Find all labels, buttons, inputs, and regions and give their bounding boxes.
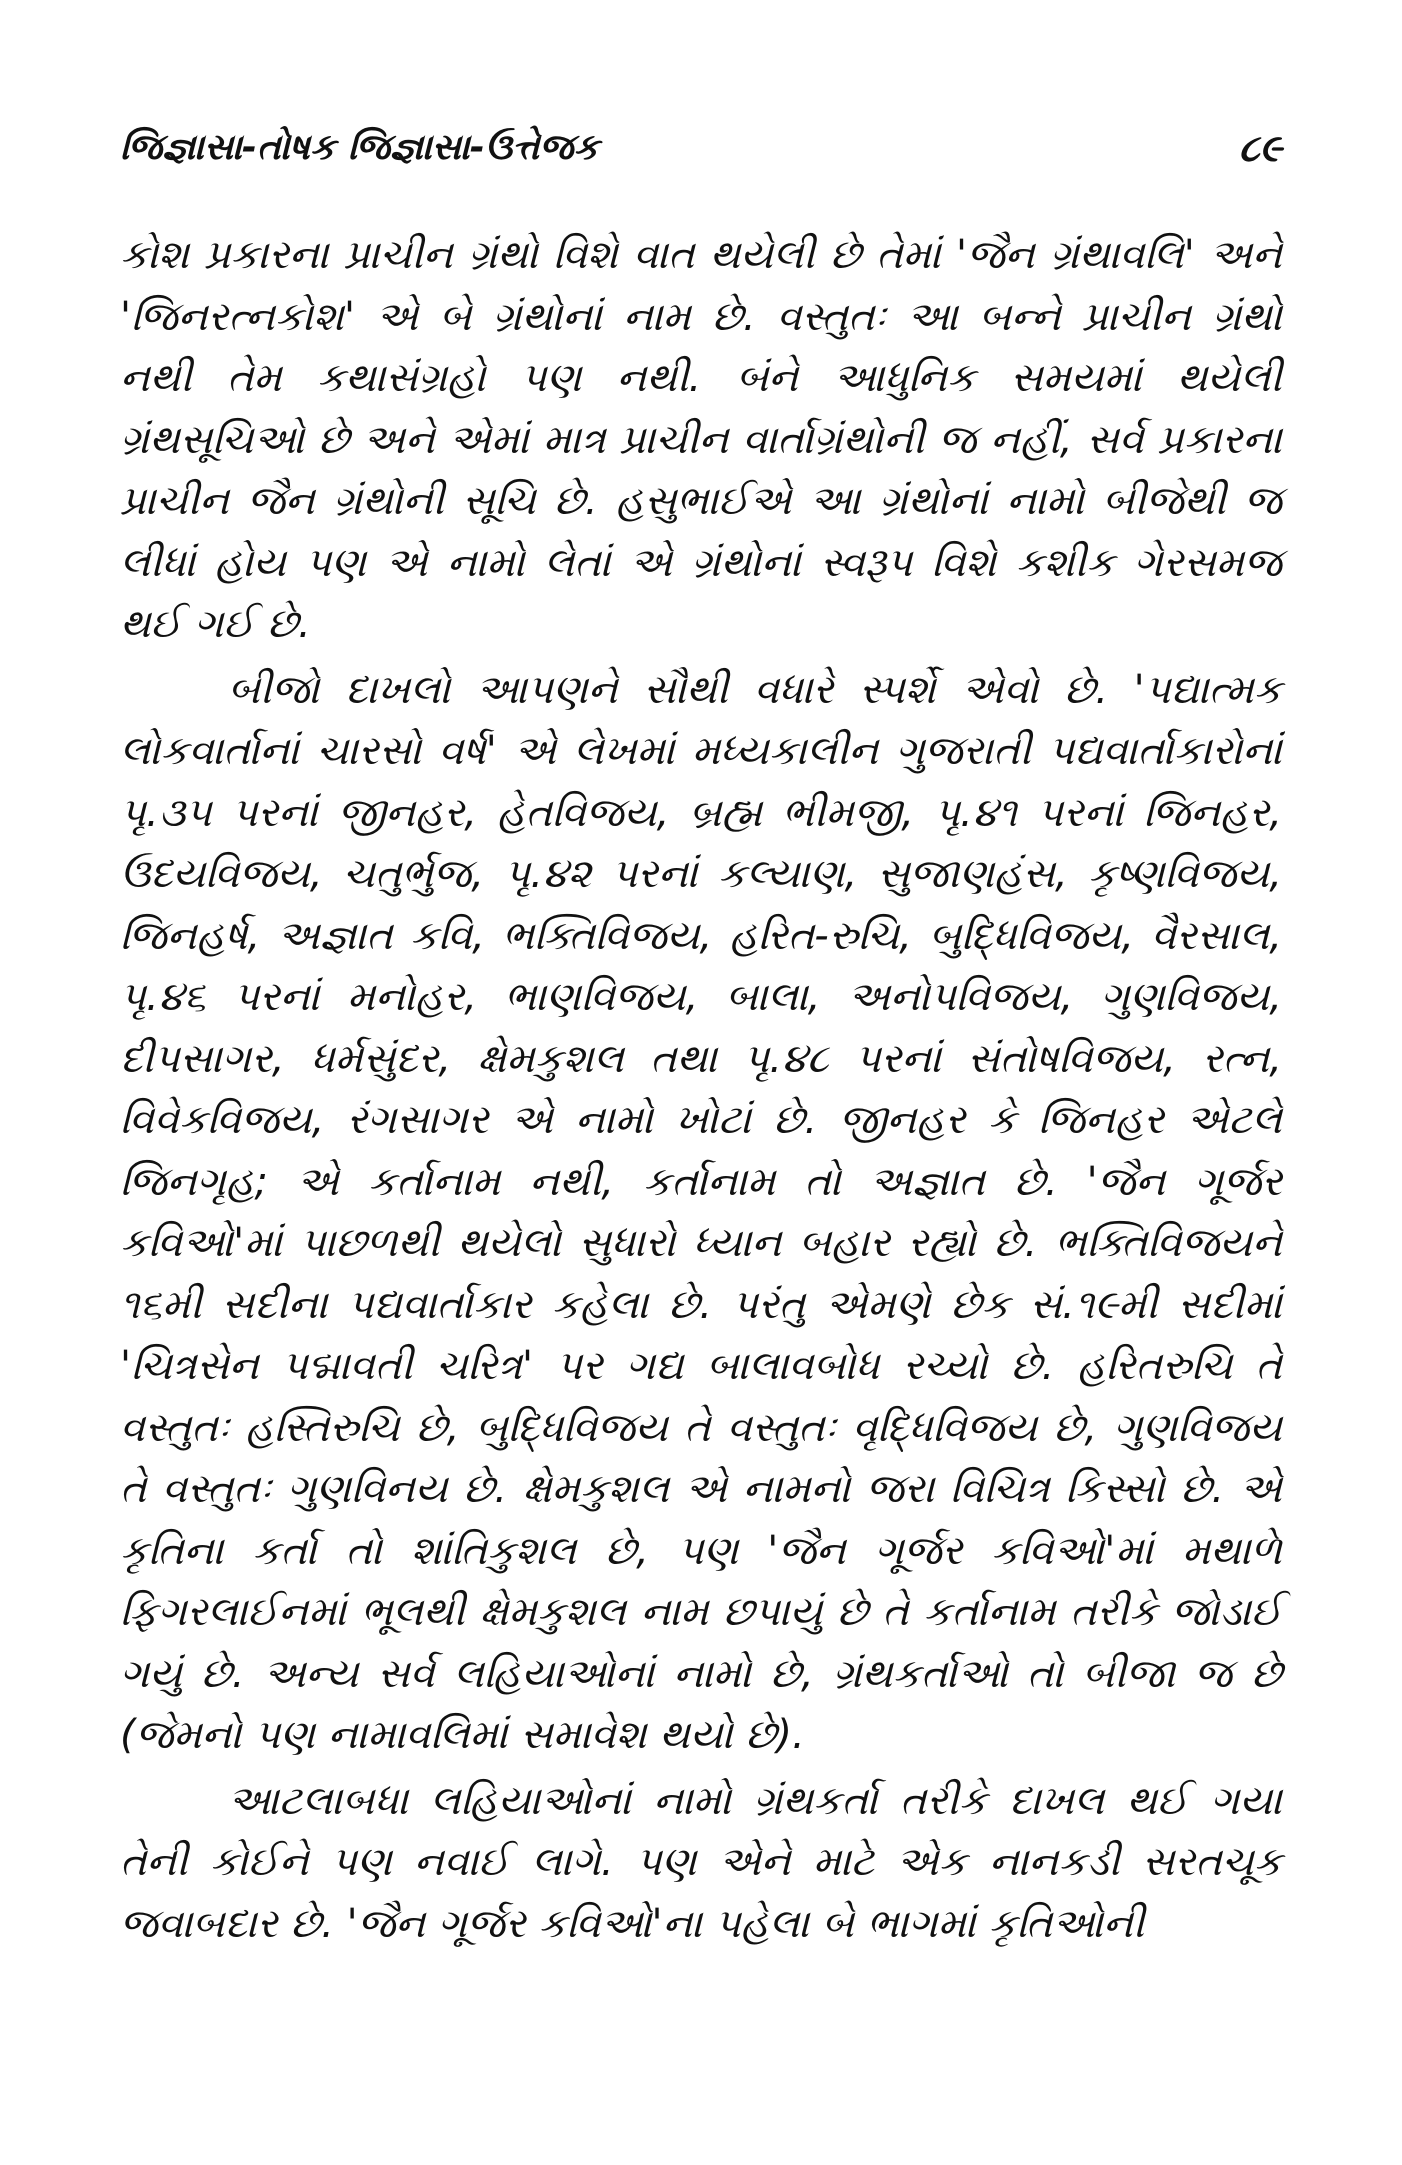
page-number: ૮૯ (1238, 125, 1282, 170)
paragraph-2: બીજો દાખલો આપણને સૌથી વધારે સ્પર્શે એવો છે. 'પદ્યાત્મક લોકવાર્તાનાં ચારસો વર્ષ' એ લેખમાં મધ્યકાલીન ગુજરાતી પદ્યવાર્તાકારોનાં પૃ.૩૫ પરનાં જીનહર, હેતવિજય, બ્રહ્મ ભીમજી, પૃ.૪૧ પરનાં જિનહર, ઉદયવિજય, ચતુર્ભુજ, પૃ.૪૨ પરનાં કલ્યાણ, સુજાણહંસ, કૃષ્ણવિજય, જિનહર્ષ, અજ્ઞાત કવિ, ભક્તિવિજય, હરિત-રુચિ, બુદ્ધિવિજય, વૈરસાલ, પૃ.૪૬ પરનાં મનોહર, ભાણવિજય, બાલા, અનોપવિજય, ગુણવિજય, દીપસાગર, ધર્મસુંદર, ક્ષેમકુશલ તથા પૃ.૪૮ પરનાં સંતોષવિજય, રત્ન, વિવેકવિજય, રંગસાગર એ નામો ખોટાં છે. જીનહર કે જિનહર એટલે જિનગૃહ; એ કર્તાનામ નથી, કર્તાનામ તો અજ્ઞાત છે. 'જૈન ગૂર્જર કવિઓ'માં પાછળથી થયેલો સુધારો ધ્યાન બહાર રહ્યો છે. ભક્તિવિજયને ૧૬મી સદીના પદ્યવાર્તાકાર કહેલા છે. પરંતુ એમણે છેક સં.૧૯મી સદીમાં 'ચિત્રસેન પદ્માવતી ચરિત્ર' પર ગદ્ય બાલાવબોધ રચ્યો છે. હરિતરુચિ તે વસ્તુતઃ હસ્તિરુચિ છે, બુદ્ધિવિજય તે વસ્તુતઃ વૃદ્ધિવિજય છે, ગુણવિજય તે વસ્તુતઃ ગુણવિનય છે. ક્ષેમકુશલ એ નામનો જરા વિચિત્ર કિસ્સો છે. એ કૃતિના કર્તા તો શાંતિકુશલ છે, પણ 'જૈન ગૂર્જર કવિઓ'માં મથાળે ફિગરલાઈનમાં ભૂલથી ક્ષેમકુશલ નામ છપાયું છે તે કર્તાનામ તરીકે જોડાઈ ગયું છે. અન્ય સર્વ લહિયાઓનાં નામો છે, ગ્રંથકર્તાઓ તો બીજા જ છે (જેમનો પણ નામાવલિમાં સમાવેશ થયો છે). (120, 666, 1282, 1758)
running-header (120, 118, 1282, 178)
chapter-title: જિજ્ઞાસા-તોષક જિજ્ઞાસા-ઉત્તેજક (120, 127, 599, 168)
body-text (120, 225, 1282, 1959)
paragraph-3: આટલાબધા લહિયાઓનાં નામો ગ્રંથકર્તા તરીકે દાખલ થઈ ગયા તેની કોઈને પણ નવાઈ લાગે. પણ એને માટે એક નાનકડી સરતચૂક જવાબદાર છે. 'જૈન ગૂર્જર કવિઓ'ના પહેલા બે ભાગમાં કૃતિઓની (120, 1777, 1282, 1947)
paragraph-1: કોશ પ્રકારના પ્રાચીન ગ્રંથો વિશે વાત થયેલી છે તેમાં 'જૈન ગ્રંથાવલિ' અને 'જિનરત્નકોશ' એ બે ગ્રંથોનાં નામ છે. વસ્તુતઃ આ બન્ને પ્રાચીન ગ્રંથો નથી તેમ કથાસંગ્રહો પણ નથી. બંને આધુનિક સમયમાં થયેલી ગ્રંથસૂચિઓ છે અને એમાં માત્ર પ્રાચીન વાર્તાગ્રંથોની જ નહીં, સર્વ પ્રકારના પ્રાચીન જૈન ગ્રંથોની સૂચિ છે. હસુભાઈએ આ ગ્રંથોનાં નામો બીજેથી જ લીધાં હોય પણ એ નામો લેતાં એ ગ્રંથોનાં સ્વરૂપ વિશે કશીક ગેરસમજ થઈ ગઈ છે. (120, 232, 1282, 647)
